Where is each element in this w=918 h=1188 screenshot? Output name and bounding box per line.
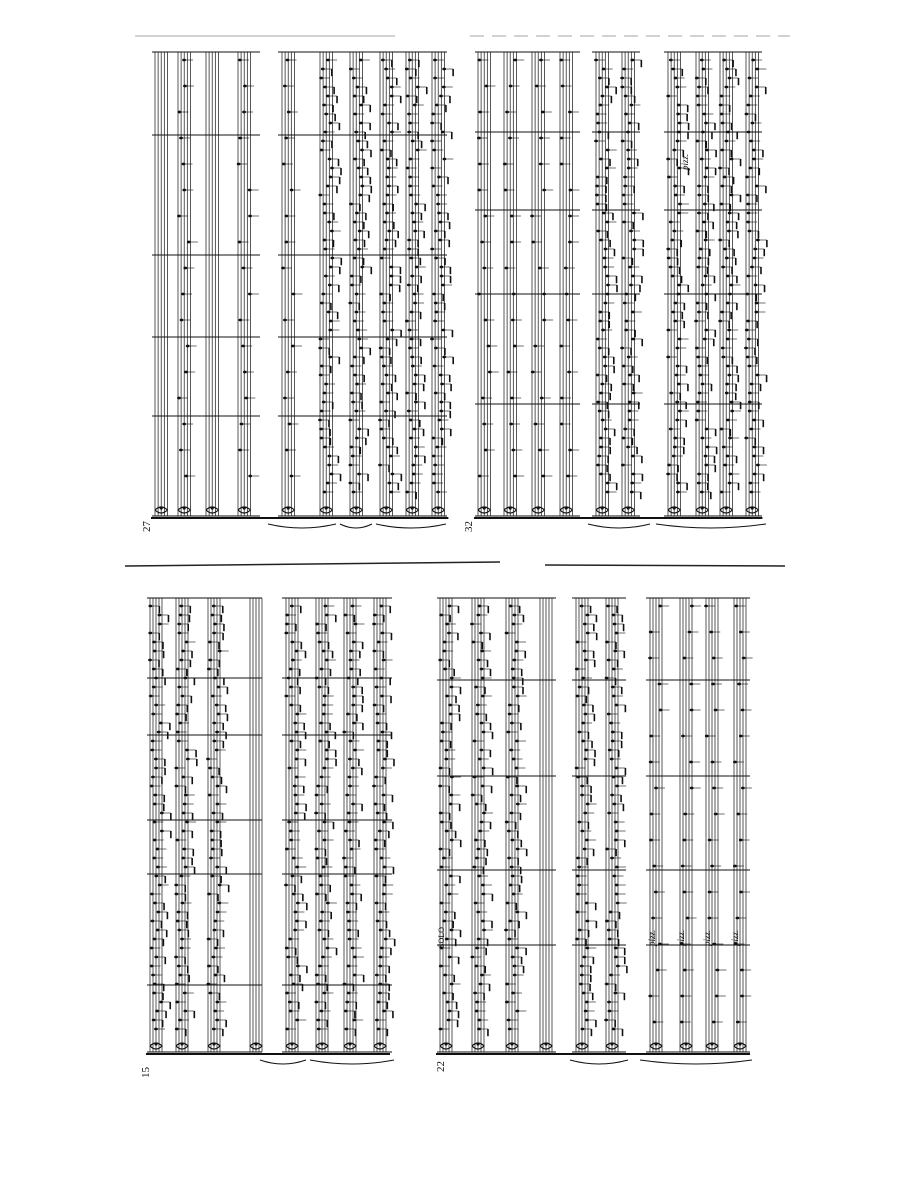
sys-32-staff-3 (532, 52, 544, 516)
note-group (314, 605, 337, 1031)
solo-marking: SOLO (437, 927, 446, 948)
system-32 (474, 52, 767, 528)
sys-27-staff-3 (206, 52, 218, 516)
measure-number-32: 32 (463, 521, 475, 532)
pizz-marking-5: pizz. (680, 153, 690, 170)
pizz-marking-4: pizz. (730, 929, 740, 946)
measure-number-22: 22 (435, 1061, 447, 1072)
note-group (281, 59, 302, 478)
sys-15-staff-4 (250, 598, 262, 1052)
note-group (504, 605, 527, 1031)
note-group (470, 605, 493, 1037)
note-group (477, 59, 499, 478)
sys-22-staff-10 (734, 598, 746, 1052)
sys-22-staff-7 (650, 598, 662, 1052)
sys-27-barlines (152, 52, 447, 516)
sys-22-staff-9 (706, 598, 718, 1052)
note-group (430, 59, 453, 494)
note-group (405, 59, 427, 500)
pizz-marking-1: pizz. (647, 929, 657, 946)
system-15 (146, 598, 395, 1064)
note-group (378, 59, 401, 494)
note-group (604, 605, 627, 1037)
note-group (575, 605, 597, 1037)
center-rule (125, 562, 785, 566)
sys-27-staff-5 (282, 52, 294, 516)
pizz-marking-3: pizz. (702, 929, 712, 946)
sys-27-staff-1 (155, 52, 167, 516)
system-22 (436, 598, 753, 1064)
sys-32-staff-2 (504, 52, 516, 516)
measure-number-15: 15 (140, 1067, 152, 1078)
sys-32-barlines (475, 52, 762, 516)
note-group (284, 605, 307, 1031)
note-group (348, 59, 371, 494)
pizz-marking-2: pizz. (676, 929, 686, 946)
measure-number-27: 27 (141, 521, 153, 532)
system-27 (151, 52, 453, 528)
note-group (620, 59, 643, 500)
sys-32-staff-1 (478, 52, 490, 516)
note-group (318, 59, 341, 494)
note-group (237, 59, 260, 478)
sys-22-staff-4 (540, 598, 552, 1052)
sys-27-staff-4 (238, 52, 250, 516)
sys-32-staff-4 (560, 52, 572, 516)
note-group (438, 605, 461, 1031)
sys-22-staff-8 (680, 598, 692, 1052)
sys-27-staff-2 (178, 52, 190, 516)
note-group (530, 59, 553, 478)
note-group (148, 605, 171, 1031)
